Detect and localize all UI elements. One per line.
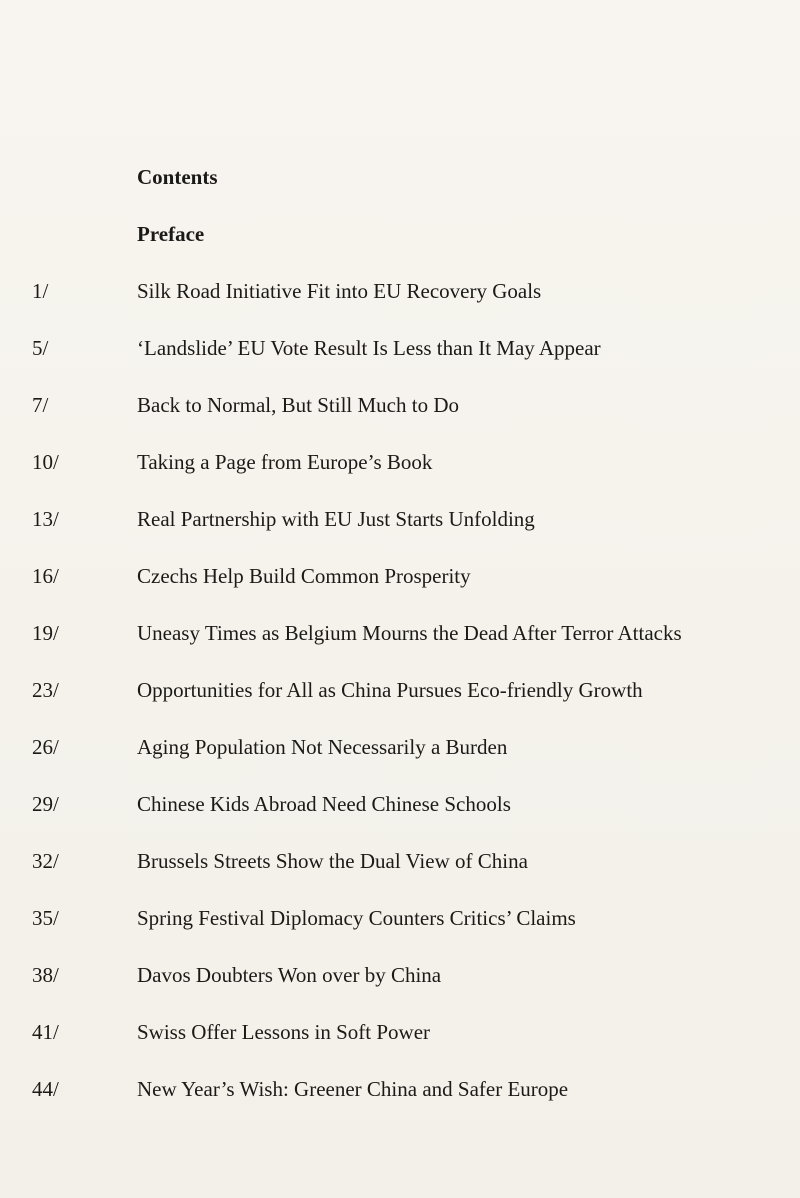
toc-entry-title: Back to Normal, But Still Much to Do <box>137 393 459 417</box>
toc-entry <box>0 906 800 963</box>
toc-page-number: 41/ <box>32 1020 59 1044</box>
toc-entry <box>0 792 800 849</box>
toc-entry <box>0 279 800 336</box>
toc-page-number: 13/ <box>32 507 59 531</box>
table-of-contents <box>0 279 800 1134</box>
toc-entry-title: Davos Doubters Won over by China <box>137 963 442 987</box>
toc-page-number: 23/ <box>32 678 59 702</box>
toc-entry <box>0 393 800 450</box>
toc-entry-title: Spring Festival Diplomacy Counters Critics’ Claims <box>137 906 576 930</box>
toc-entry-title: Czechs Help Build Common Prosperity <box>137 564 471 588</box>
toc-page-number: 19/ <box>32 621 59 645</box>
toc-page-number: 5/ <box>32 336 49 360</box>
toc-entry-title: Uneasy Times as Belgium Mourns the Dead After Terror Attacks <box>137 621 682 645</box>
toc-entry-title: ‘Landslide’ EU Vote Result Is Less than It May Appear <box>137 336 601 360</box>
toc-entry-title: Opportunities for All as China Pursues Eco-friendly Growth <box>137 678 643 702</box>
toc-page-number: 26/ <box>32 735 59 759</box>
toc-entry-title: New Year’s Wish: Greener China and Safer Europe <box>137 1077 569 1101</box>
toc-entry-title: Aging Population Not Necessarily a Burden <box>137 735 508 759</box>
toc-entry-title: Brussels Streets Show the Dual View of China <box>137 849 528 873</box>
toc-entry-title: Swiss Offer Lessons in Soft Power <box>137 1020 431 1044</box>
toc-page-number: 10/ <box>32 450 59 474</box>
toc-entry <box>0 450 800 507</box>
toc-page-number: 35/ <box>32 906 59 930</box>
toc-entry <box>0 507 800 564</box>
toc-entry <box>0 849 800 906</box>
toc-entry <box>0 1020 800 1077</box>
toc-entry-title: Chinese Kids Abroad Need Chinese Schools <box>137 792 511 816</box>
toc-entry-title: Real Partnership with EU Just Starts Unfolding <box>137 507 535 531</box>
toc-entry <box>0 963 800 1020</box>
toc-entry <box>0 564 800 621</box>
toc-page-number: 44/ <box>32 1077 59 1101</box>
toc-page-number: 7/ <box>32 393 49 417</box>
toc-entry <box>0 735 800 792</box>
preface-heading: Preface <box>137 222 205 246</box>
toc-entry-title: Taking a Page from Europe’s Book <box>137 450 433 474</box>
toc-page-number: 1/ <box>32 279 49 303</box>
toc-entry-title: Silk Road Initiative Fit into EU Recovery Goals <box>137 279 542 303</box>
toc-entry <box>0 621 800 678</box>
toc-entry <box>0 678 800 735</box>
toc-page-number: 29/ <box>32 792 59 816</box>
contents-heading: Contents <box>137 165 218 189</box>
toc-page-number: 38/ <box>32 963 59 987</box>
toc-page-number: 16/ <box>32 564 59 588</box>
toc-entry <box>0 1077 800 1134</box>
toc-page-number: 32/ <box>32 849 59 873</box>
toc-entry <box>0 336 800 393</box>
